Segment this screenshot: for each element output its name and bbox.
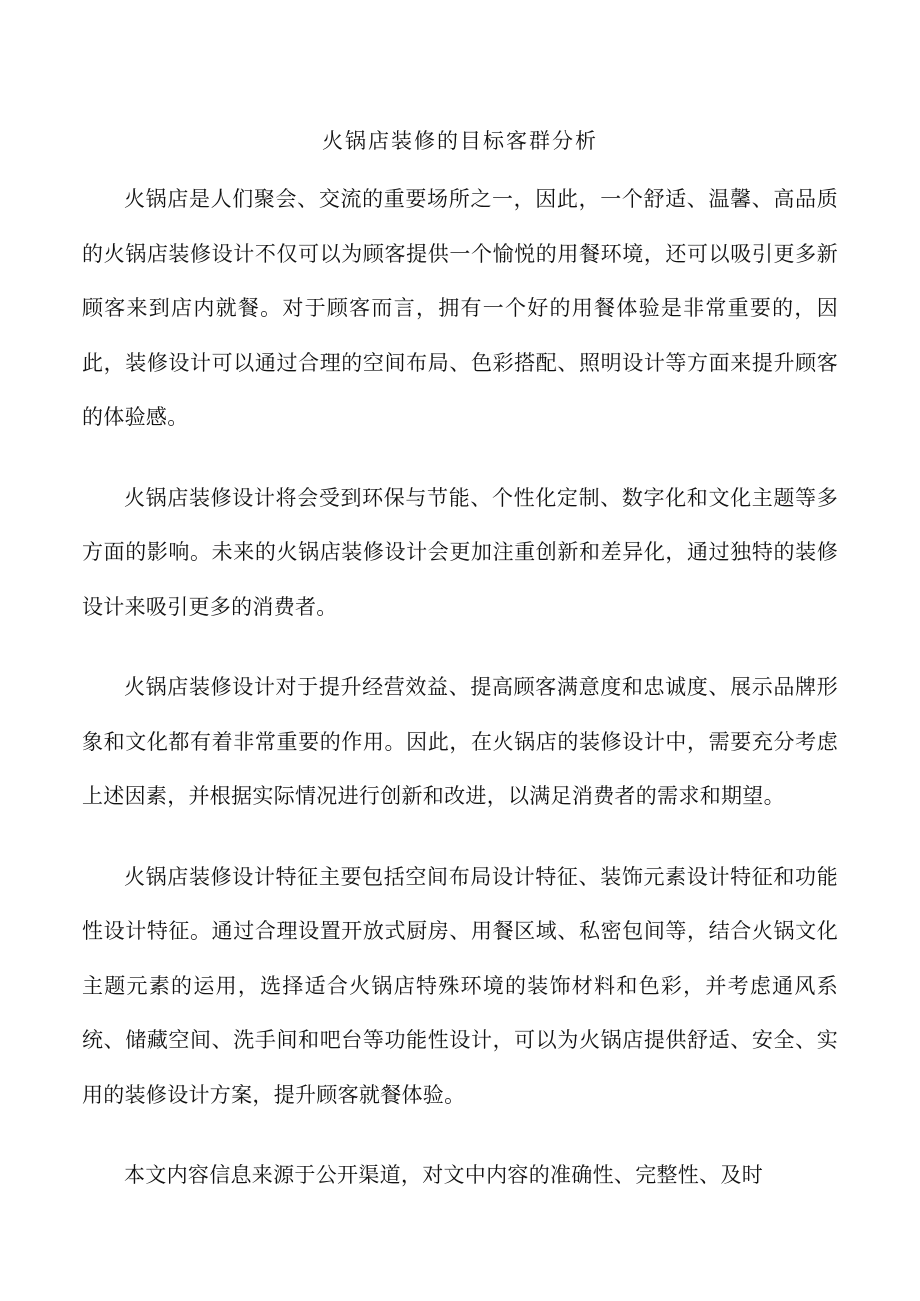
- paragraph-3: 火锅店装修设计对于提升经营效益、提高顾客满意度和忠诚度、展示品牌形象和文化都有着非常重要的作用。因此，在火锅店的装修设计中，需要充分考虑上述因素，并根据实际情况进行创新和改进，以满足消费者的需求和期望。: [82, 675, 838, 808]
- paragraph-5: 本文内容信息来源于公开渠道，对文中内容的准确性、完整性、及时: [124, 1163, 763, 1187]
- paragraph-4: 火锅店装修设计特征主要包括空间布局设计特征、装饰元素设计特征和功能性设计特征。通过合理设置开放式厨房、用餐区域、私密包间等，结合火锅文化主题元素的运用，选择适合火锅店特殊环境的装饰材料和色彩，并考虑通风系统、储藏空间、洗手间和吧台等功能性设计，可以为火锅店提供舒适、安全、实用的装修设计方案，提升顾客就餐体验。: [82, 864, 838, 1107]
- paragraph-2: 火锅店装修设计将会受到环保与节能、个性化定制、数字化和文化主题等多方面的影响。未来的火锅店装修设计会更加注重创新和差异化，通过独特的装修设计来吸引更多的消费者。: [82, 485, 838, 619]
- document-body: [82, 172, 838, 1229]
- document-title: 火锅店装修的目标客群分析: [322, 129, 598, 153]
- paragraph-1: 火锅店是人们聚会、交流的重要场所之一，因此，一个舒适、温馨、高品质的火锅店装修设计不仅可以为顾客提供一个愉悦的用餐环境，还可以吸引更多新顾客来到店内就餐。对于顾客而言，拥有一个好的用餐体验是非常重要的，因此，装修设计可以通过合理的空间布局、色彩搭配、照明设计等方面来提升顾客的体验感。: [82, 187, 838, 429]
